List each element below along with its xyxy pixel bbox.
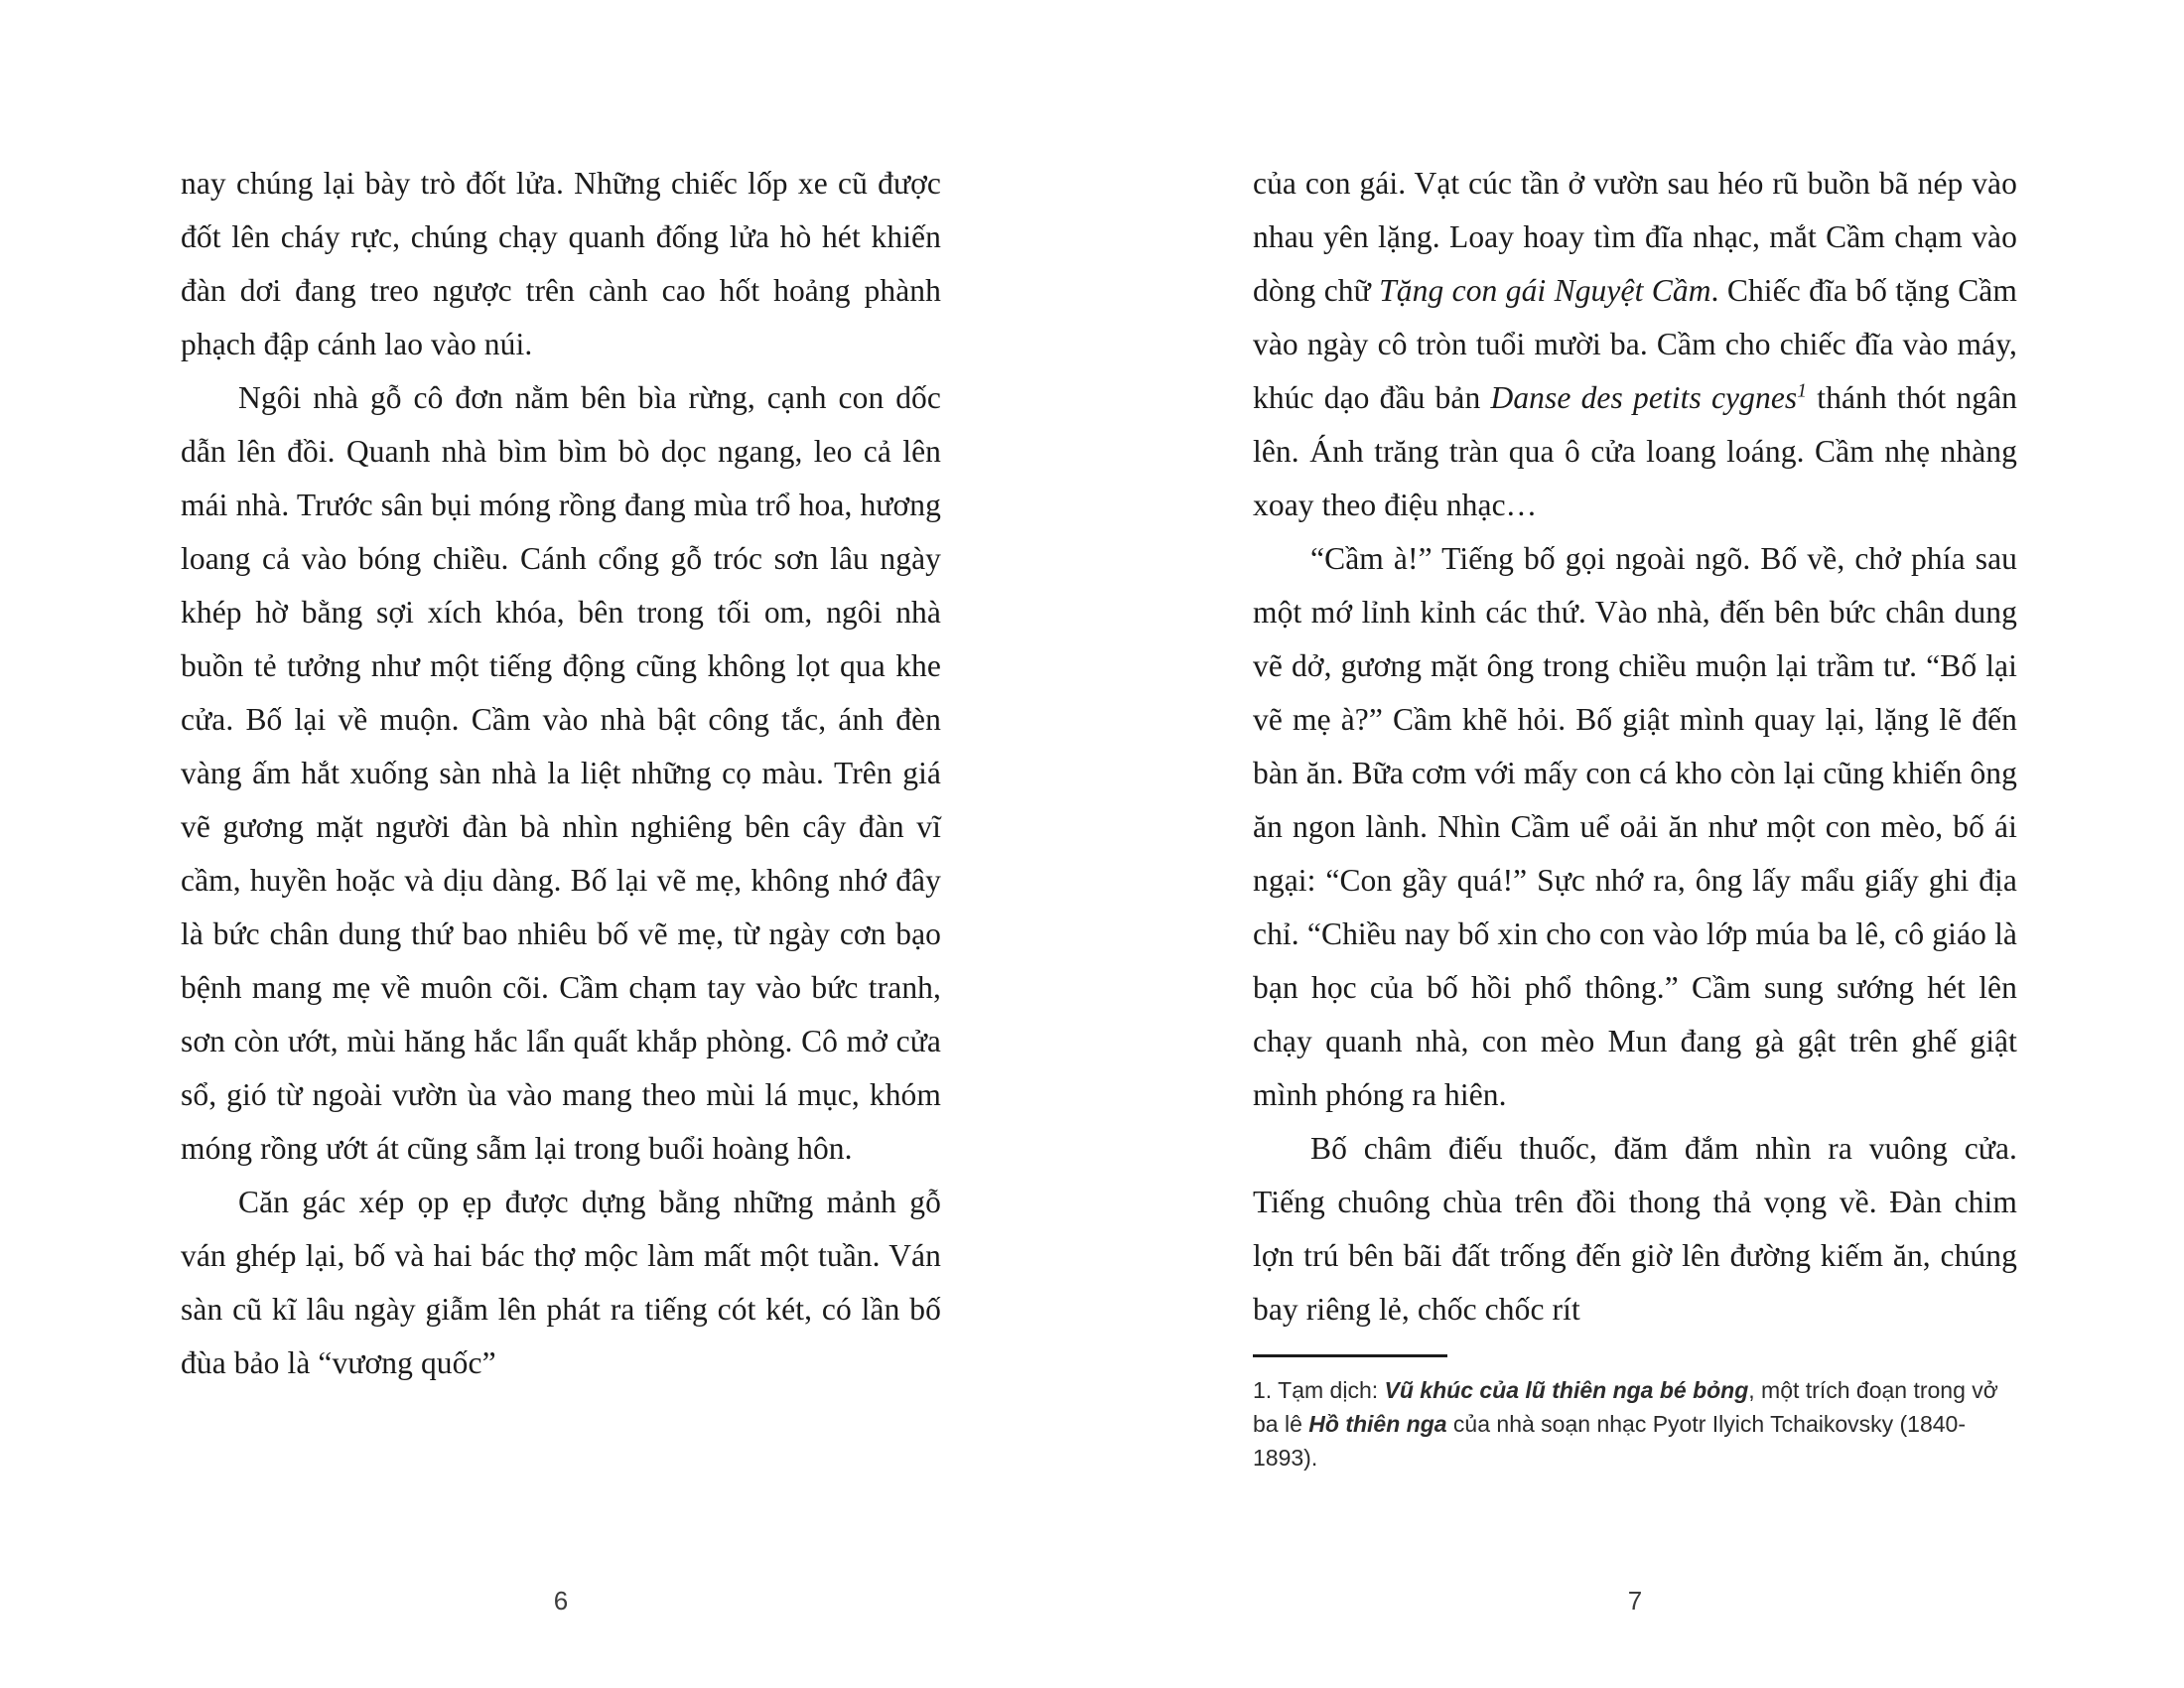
paragraph [181, 371, 941, 1176]
text-segment: của con gái. Vạt cúc tần ở vườn sau héo rũ buồn bã nép vào nhau yên lặng. Loay hoay tìm đĩa nhạc, mắt Cầm chạm vào dòng chữ [1253, 166, 2017, 308]
text-segment: Danse des petits cygnes [1490, 380, 1798, 415]
footnote-rule [1253, 1354, 1447, 1357]
text-segment: , một trích đoạn trong vở ba lê [1253, 1377, 1998, 1437]
text-segment: Bố châm điếu thuốc, đăm đắm nhìn ra vuông cửa. Tiếng chuông chùa trên đồi thong thả vọng về. Đàn chim lợn trú bên bãi đất trống đến giờ lên đường kiếm ăn, chúng bay riêng lẻ, chốc chốc rít [1253, 1131, 2017, 1327]
text-segment: . Chiếc đĩa bố tặng Cầm vào ngày cô tròn tuổi mười ba. Cầm cho chiếc đĩa vào máy, khúc dạo đầu bản [1253, 273, 2017, 415]
text-segment: của nhà soạn nhạc Pyotr Ilyich Tchaikovsky (1840-1893). [1253, 1411, 1967, 1471]
left-text-column [181, 0, 941, 1390]
paragraph [1253, 157, 2017, 532]
text-segment: “Cầm à!” Tiếng bố gọi ngoài ngõ. Bố về, chở phía sau một mớ lỉnh kỉnh các thứ. Vào nhà, đến bên bức chân dung vẽ dở, gương mặt ông trong chiều muộn lại trầm tư. “Bố lại vẽ mẹ à?” Cầm khẽ hỏi. Bố giật mình quay lại, lặng lẽ đến bàn ăn. Bữa cơm với mấy con cá kho còn lại cũng khiến ông ăn ngon lành. Nhìn Cầm uể oải ăn như một con mèo, bố ái ngại: “Con gầy quá!” Sực nhớ ra, ông lấy mẩu giấy ghi địa chỉ. “Chiều nay bố xin cho con vào lớp múa ba lê, cô giáo là bạn học của bố hồi phổ thông.” Cầm sung sướng hét lên chạy quanh nhà, con mèo Mun đang gà gật trên ghế giật mình phóng ra hiên. [1253, 541, 2017, 1112]
page-right [1253, 0, 2017, 1688]
footnote-text [1253, 1373, 2017, 1475]
text-segment: thánh thót ngân lên. Ánh trăng tràn qua ô cửa loang loáng. Cầm nhẹ nhàng xoay theo điệu nhạc… [1253, 380, 2018, 522]
right-text-column [1253, 0, 2017, 1475]
page-number-right: 7 [1627, 1586, 1643, 1616]
text-segment: Ngôi nhà gỗ cô đơn nằm bên bìa rừng, cạnh con dốc dẫn lên đồi. Quanh nhà bìm bìm bò dọc ngang, leo cả lên mái nhà. Trước sân bụi móng rồng đang mùa trổ hoa, hương loang cả vào bóng chiều. Cánh cổng gỗ tróc sơn lâu ngày khép hờ bằng sợi xích khóa, bên trong tối om, ngôi nhà buồn tẻ tưởng như một tiếng động cũng không lọt qua khe cửa. Bố lại về muộn. Cầm vào nhà bật công tắc, ánh đèn vàng ấm hắt xuống sàn nhà la liệt những cọ màu. Trên giá vẽ gương mặt người đàn bà nhìn nghiêng bên cây đàn vĩ cầm, huyền hoặc và dịu dàng. Bố lại vẽ mẹ, không nhớ đây là bức chân dung thứ bao nhiêu bố vẽ mẹ, từ ngày cơn bạo bệnh mang mẹ về muôn cõi. Cầm chạm tay vào bức tranh, sơn còn ướt, mùi hăng hắc lẩn quất khắp phòng. Cô mở cửa sổ, gió từ ngoài vườn ùa vào mang theo mùi lá mục, khóm móng rồng ướt át cũng sẫm lại trong buổi hoàng hôn. [181, 380, 941, 1166]
text-segment: 1. Tạm dịch: [1253, 1377, 1385, 1403]
text-segment: Hồ thiên nga [1308, 1411, 1447, 1437]
text-segment: Tặng con gái Nguyệt Cầm [1379, 273, 1711, 308]
paragraph [1253, 1122, 2017, 1336]
paragraph [181, 157, 941, 371]
text-segment: Vũ khúc của lũ thiên nga bé bỏng [1384, 1377, 1749, 1403]
text-segment: nay chúng lại bày trò đốt lửa. Những chiếc lốp xe cũ được đốt lên cháy rực, chúng chạy quanh đống lửa hò hét khiến đàn dơi đang treo ngược trên cành cao hốt hoảng phành phạch đập cánh lao vào núi. [181, 166, 941, 361]
text-segment: Căn gác xép ọp ẹp được dựng bằng những mảnh gỗ ván ghép lại, bố và hai bác thợ mộc làm mất một tuần. Ván sàn cũ kĩ lâu ngày giẫm lên phát ra tiếng cót két, có lần bố đùa bảo là “vương quốc” [181, 1185, 941, 1380]
paragraph [181, 1176, 941, 1390]
paragraph [1253, 532, 2017, 1122]
page-number-left: 6 [553, 1586, 569, 1616]
footnote [1253, 1354, 2017, 1475]
page-left [181, 0, 941, 1688]
text-segment: 1 [1797, 380, 1808, 402]
